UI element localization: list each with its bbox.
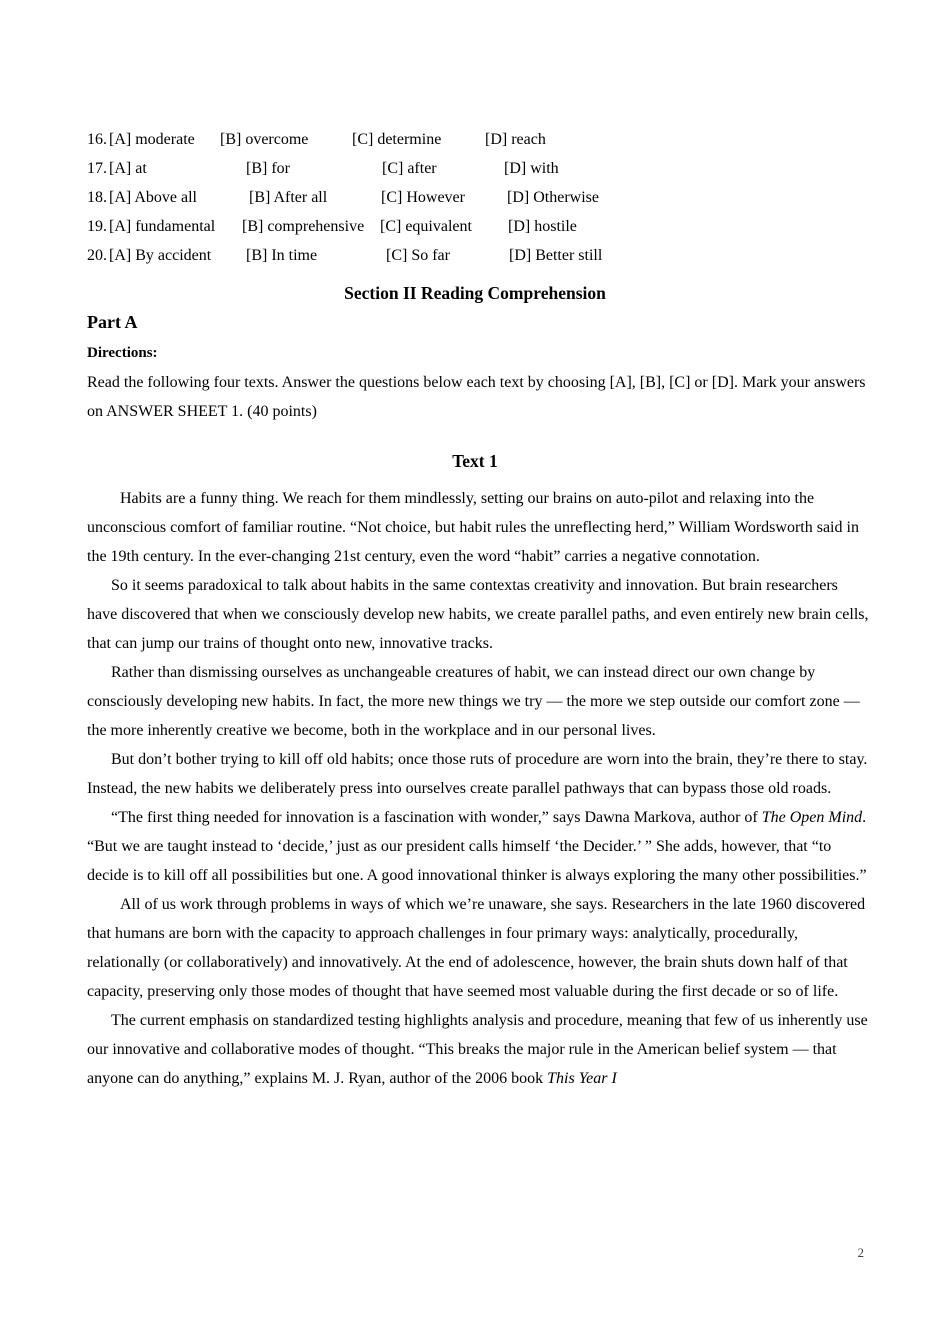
paragraph: Rather than dismissing ourselves as unchangeable creatures of habit, we can instead direct our own change by consciously developing new habits. In fact, the more new things we try — the more we step outside our comfort zone — the more inherently creative we become, both in the workplace and in our personal lives. [87,664,860,739]
option-b: [B] comprehensive [242,218,365,235]
option-a: [A] moderate [109,131,195,148]
part-title: Part A [87,312,138,332]
option-d: [D] Otherwise [507,189,599,206]
paragraph: All of us work through problems in ways of which we’re unaware, she says. Researchers in the late 1960 discovered that humans are born with the capacity to approach challenges in four primary ways: analytically, procedurally, relationally (or collaboratively) and innovatively. At the end of adolescence, however, the brain shuts down half of that capacity, preserving only those modes of thought that have seemed most valuable during the first decade or so of life. [87,896,866,1000]
section-title: Section II Reading Comprehension [344,283,606,303]
option-a: [A] at [109,160,147,177]
option-b: [B] for [246,160,290,177]
question-number: 16. [87,131,107,148]
option-d: [D] with [504,160,559,177]
option-row-18 [87,183,867,212]
option-c: [C] after [382,160,437,177]
question-number: 17. [87,160,107,177]
option-row-19 [87,212,867,241]
option-d: [D] Better still [509,247,603,264]
paragraph: Habits are a funny thing. We reach for them mindlessly, setting our brains on auto-pilot and relaxing into the unconscious comfort of familiar routine. “Not choice, but habit rules the unreflecting herd,” William Wordsworth said in the 19th century. In the ever-changing 21st century, even the word “habit” carries a negative connotation. [87,490,859,565]
question-number: 20. [87,247,107,264]
option-b: [B] After all [249,189,328,206]
paragraph: But don’t bother trying to kill off old habits; once those ruts of procedure are worn into the brain, they’re there to stay. Instead, the new habits we deliberately press into ourselves create parallel pathways that can bypass those old roads. [87,751,868,797]
directions-label: Directions: [87,345,158,361]
paragraph [87,803,869,890]
option-c: [C] equivalent [380,218,472,235]
book-title: The Open Mind [761,809,863,826]
option-b: [B] In time [246,247,318,264]
option-row-17 [87,154,867,183]
text-title: Text 1 [452,451,498,471]
passage-body [87,484,869,1093]
paragraph: So it seems paradoxical to talk about habits in the same contextas creativity and innovation. But brain researchers have discovered that when we consciously develop new habits, we create parallel paths, and even entirely new brain cells, that can jump our trains of thought onto new, innovative tracks. [87,577,869,652]
option-b: [B] overcome [220,131,309,148]
paragraph-text: . “But we are taught instead to ‘decide,’ just as our president calls himself ‘the Decider.’ ” She adds, however, that “to decide is to kill off all possibilities but one. A good innovational thinker is always exploring the many other possibilities.” [87,809,867,884]
option-c: [C] However [381,189,465,206]
paragraph-text: “The first thing needed for innovation is a fascination with wonder,” says Dawna Markova, author of [111,809,762,826]
book-title: This Year I [547,1070,617,1087]
question-number: 18. [87,189,107,206]
option-a: [A] Above all [109,189,197,206]
question-number: 19. [87,218,107,235]
option-d: [D] reach [485,131,546,148]
option-a: [A] fundamental [109,218,216,235]
option-a: [A] By accident [109,247,212,264]
option-row-20 [87,241,867,270]
paragraph-text: The current emphasis on standardized testing highlights analysis and procedure, meaning that few of us inherently use our innovative and collaborative modes of thought. “This breaks the major rule in the American belief system — that anyone can do anything,” explains M. J. Ryan, author of the 2006 book [87,1012,868,1087]
paragraph [87,1006,869,1093]
option-c: [C] determine [352,131,442,148]
directions-text: Read the following four texts. Answer the questions below each text by choosing [A], [B], [C] or [D]. Mark your answers on ANSWER SHEET 1. (40 points) [87,374,866,420]
answer-options [87,125,867,270]
page-number: 2 [857,1245,864,1260]
option-row-16 [87,125,867,154]
option-c: [C] So far [386,247,450,264]
option-d: [D] hostile [508,218,577,235]
